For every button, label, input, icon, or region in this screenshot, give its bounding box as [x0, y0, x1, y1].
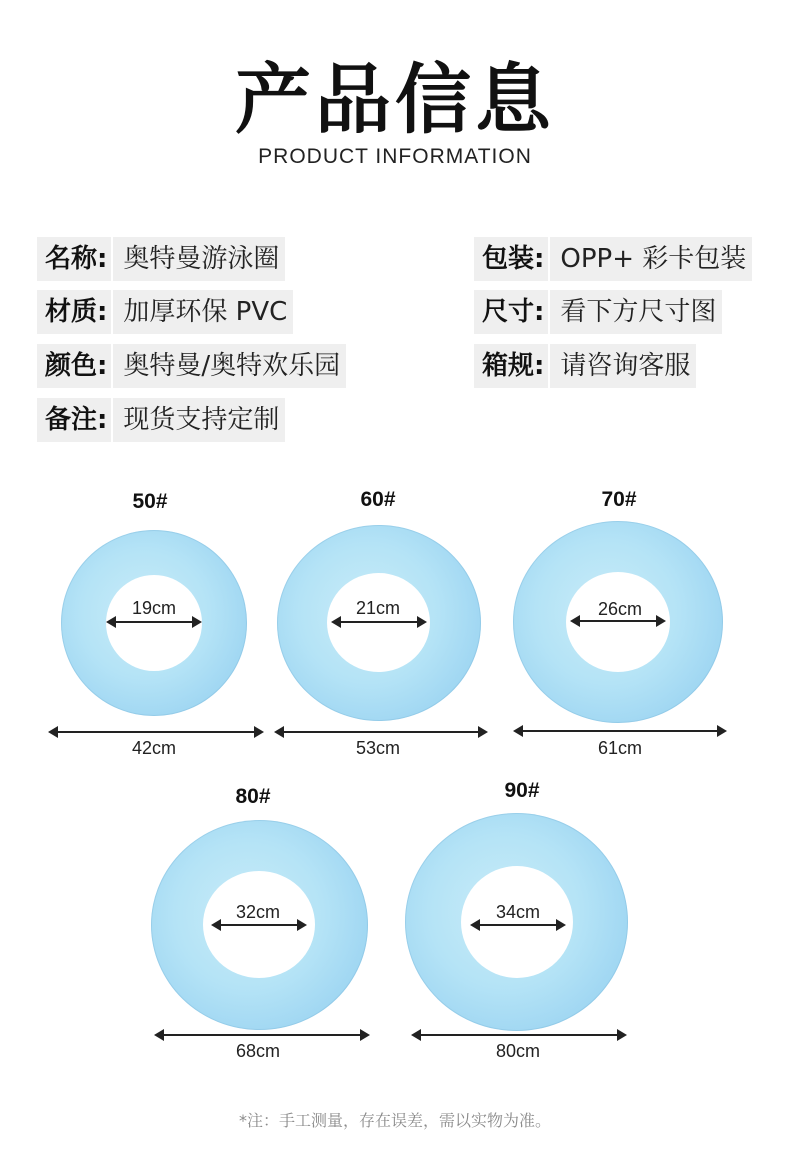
- outer-diameter-arrow: [515, 730, 725, 732]
- spec-value: 看下方尺寸图: [550, 290, 722, 334]
- swim-ring-image: [277, 525, 481, 721]
- ring-model-label: 90#: [504, 779, 540, 802]
- spec-value: 加厚环保 PVC: [113, 290, 293, 334]
- spec-value: 奥特曼/奥特欢乐园: [113, 344, 346, 388]
- spec-label: 尺寸:: [474, 290, 548, 334]
- ring-model-label: 80#: [235, 785, 271, 808]
- ring-hole: [106, 575, 202, 671]
- inner-diameter-arrow: [213, 924, 305, 926]
- inner-diameter-label: 34cm: [495, 902, 540, 922]
- spec-value: 奥特曼游泳圈: [113, 237, 285, 281]
- inner-diameter-label: 32cm: [235, 902, 280, 922]
- spec-label: 包装:: [474, 237, 548, 281]
- spec-value: OPP+ 彩卡包装: [550, 237, 752, 281]
- outer-diameter-label: 68cm: [235, 1041, 280, 1061]
- spec-value: 现货支持定制: [113, 398, 285, 442]
- spec-row-size: [474, 290, 722, 334]
- spec-row-note: [37, 398, 285, 442]
- swim-ring-image: [513, 521, 723, 723]
- page-title: 产品信息: [235, 55, 555, 144]
- outer-diameter-arrow: [156, 1034, 368, 1036]
- spec-row-name: [37, 237, 285, 281]
- outer-diameter-arrow: [50, 731, 262, 733]
- outer-diameter-arrow: [276, 731, 486, 733]
- inner-diameter-label: 19cm: [131, 598, 176, 618]
- outer-diameter-label: 80cm: [495, 1041, 540, 1061]
- spec-row-packaging: [474, 237, 752, 281]
- inner-diameter-arrow: [333, 621, 425, 623]
- spec-row-color: [37, 344, 346, 388]
- inner-diameter-label: 21cm: [355, 598, 400, 618]
- ring-model-label: 50#: [132, 490, 168, 513]
- outer-diameter-label: 53cm: [355, 738, 400, 758]
- spec-value: 请咨询客服: [550, 344, 696, 388]
- outer-diameter-label: 42cm: [131, 738, 176, 758]
- inner-diameter-arrow: [472, 924, 564, 926]
- inner-diameter-arrow: [108, 621, 200, 623]
- spec-row-material: [37, 290, 293, 334]
- outer-diameter-label: 61cm: [597, 738, 642, 758]
- ring-model-label: 70#: [601, 488, 637, 511]
- spec-label: 名称:: [37, 237, 111, 281]
- disclaimer-note: *注：手工测量，存在误差，需以实物为准。: [238, 1111, 551, 1130]
- swim-ring-image: [61, 530, 247, 716]
- inner-diameter-label: 26cm: [597, 599, 642, 619]
- inner-diameter-arrow: [572, 620, 664, 622]
- spec-label: 材质:: [37, 290, 111, 334]
- spec-row-carton: [474, 344, 696, 388]
- spec-label: 颜色:: [37, 344, 111, 388]
- page-subtitle: PRODUCT INFORMATION: [258, 145, 532, 168]
- outer-diameter-arrow: [413, 1034, 625, 1036]
- ring-model-label: 60#: [360, 488, 396, 511]
- spec-label: 箱规:: [474, 344, 548, 388]
- ring-hole: [566, 572, 670, 672]
- spec-label: 备注:: [37, 398, 111, 442]
